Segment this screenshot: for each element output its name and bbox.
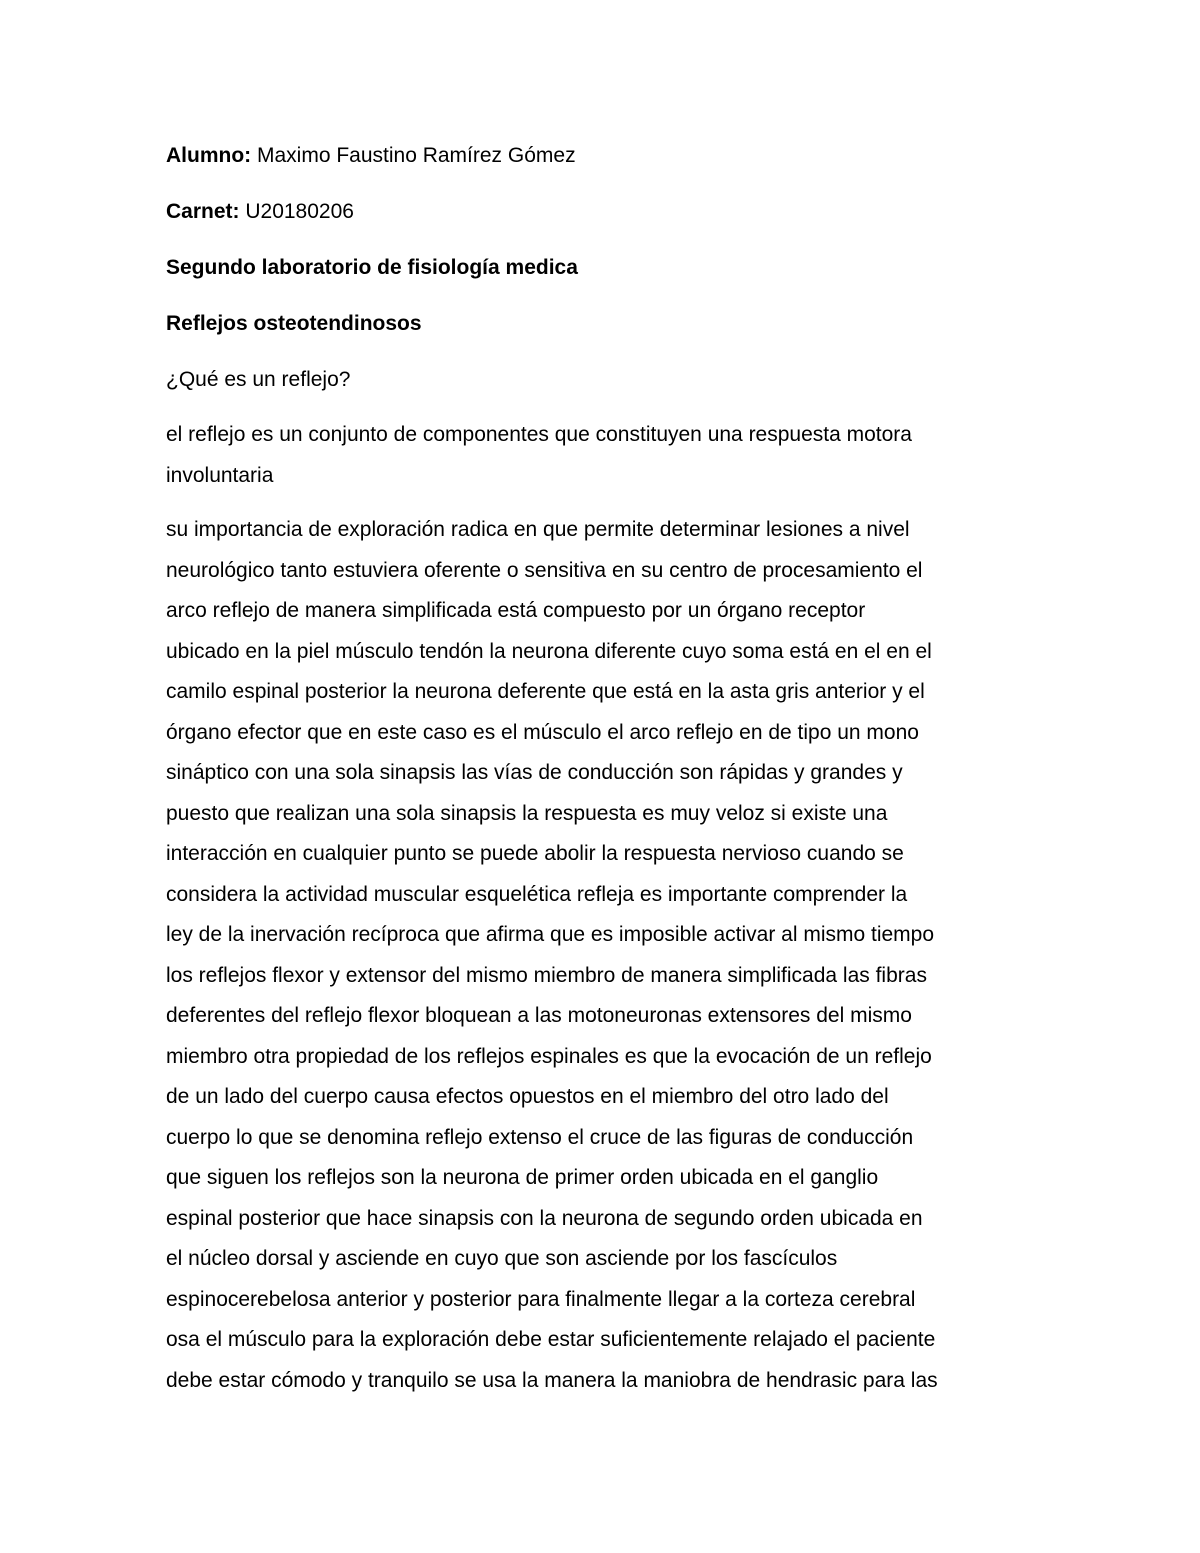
answer-line: el reflejo es un conjunto de componentes que constituyen una respuesta motora <box>166 423 912 446</box>
document-subtitle: Reflejos osteotendinosos <box>166 312 422 335</box>
id-line <box>166 191 1046 232</box>
body-line: arco reflejo de manera simplificada está compuesto por un órgano receptor <box>166 599 866 622</box>
body-line: el núcleo dorsal y asciende en cuyo que son asciende por los fascículos <box>166 1247 838 1270</box>
body-line: su importancia de exploración radica en que permite determinar lesiones a nivel <box>166 518 910 541</box>
body-line: espinal posterior que hace sinapsis con la neurona de segundo orden ubicada en <box>166 1206 923 1230</box>
body-line: ubicado en la piel músculo tendón la neurona diferente cuyo soma está en el en el <box>166 639 932 663</box>
body-line: puesto que realizan una sola sinapsis la respuesta es muy veloz si existe una <box>166 801 888 825</box>
body-line: considera la actividad muscular esquelética refleja es importante comprender la <box>166 882 908 906</box>
body-line: los reflejos flexor y extensor del mismo miembro de manera simplificada las fibras <box>166 963 927 987</box>
body-line: de un lado del cuerpo causa efectos opuestos en el miembro del otro lado del <box>166 1085 889 1108</box>
body-paragraph <box>166 510 1046 1401</box>
body-line: neurológico tanto estuviera oferente o sensitiva en su centro de procesamiento el <box>166 558 923 582</box>
question-text: ¿Qué es un reflejo? <box>166 368 351 391</box>
body-line: miembro otra propiedad de los reflejos espinales es que la evocación de un reflejo <box>166 1044 932 1068</box>
answer-paragraph <box>166 415 1046 496</box>
body-line: camilo espinal posterior la neurona deferente que está en la asta gris anterior y el <box>166 680 925 703</box>
body-line: ley de la inervación recíproca que afirma que es imposible activar al mismo tiempo <box>166 923 935 946</box>
answer-line: involuntaria <box>166 463 274 487</box>
body-line: interacción en cualquier punto se puede abolir la respuesta nervioso cuando se <box>166 842 904 865</box>
id-value: U20180206 <box>239 200 354 223</box>
body-line: órgano efector que en este caso es el músculo el arco reflejo en de tipo un mono <box>166 720 919 744</box>
document-title: Segundo laboratorio de fisiología medica <box>166 256 578 279</box>
body-line: cuerpo lo que se denomina reflejo extenso el cruce de las figuras de conducción <box>166 1125 914 1149</box>
body-line: que siguen los reflejos son la neurona de primer orden ubicada en el ganglio <box>166 1166 879 1189</box>
student-line <box>166 135 1046 176</box>
body-line: osa el músculo para la exploración debe estar suficientemente relajado el paciente <box>166 1328 936 1351</box>
student-name: Maximo Faustino Ramírez Gómez <box>251 144 576 167</box>
document-content <box>166 135 1046 1401</box>
id-label: Carnet: <box>166 200 240 223</box>
body-line: debe estar cómodo y tranquilo se usa la manera la maniobra de hendrasic para las <box>166 1368 938 1392</box>
student-label: Alumno: <box>166 144 252 167</box>
body-line: espinocerebelosa anterior y posterior para finalmente llegar a la corteza cerebral <box>166 1287 916 1311</box>
body-line: sináptico con una sola sinapsis las vías de conducción son rápidas y grandes y <box>166 761 903 784</box>
body-line: deferentes del reflejo flexor bloquean a las motoneuronas extensores del mismo <box>166 1004 912 1027</box>
